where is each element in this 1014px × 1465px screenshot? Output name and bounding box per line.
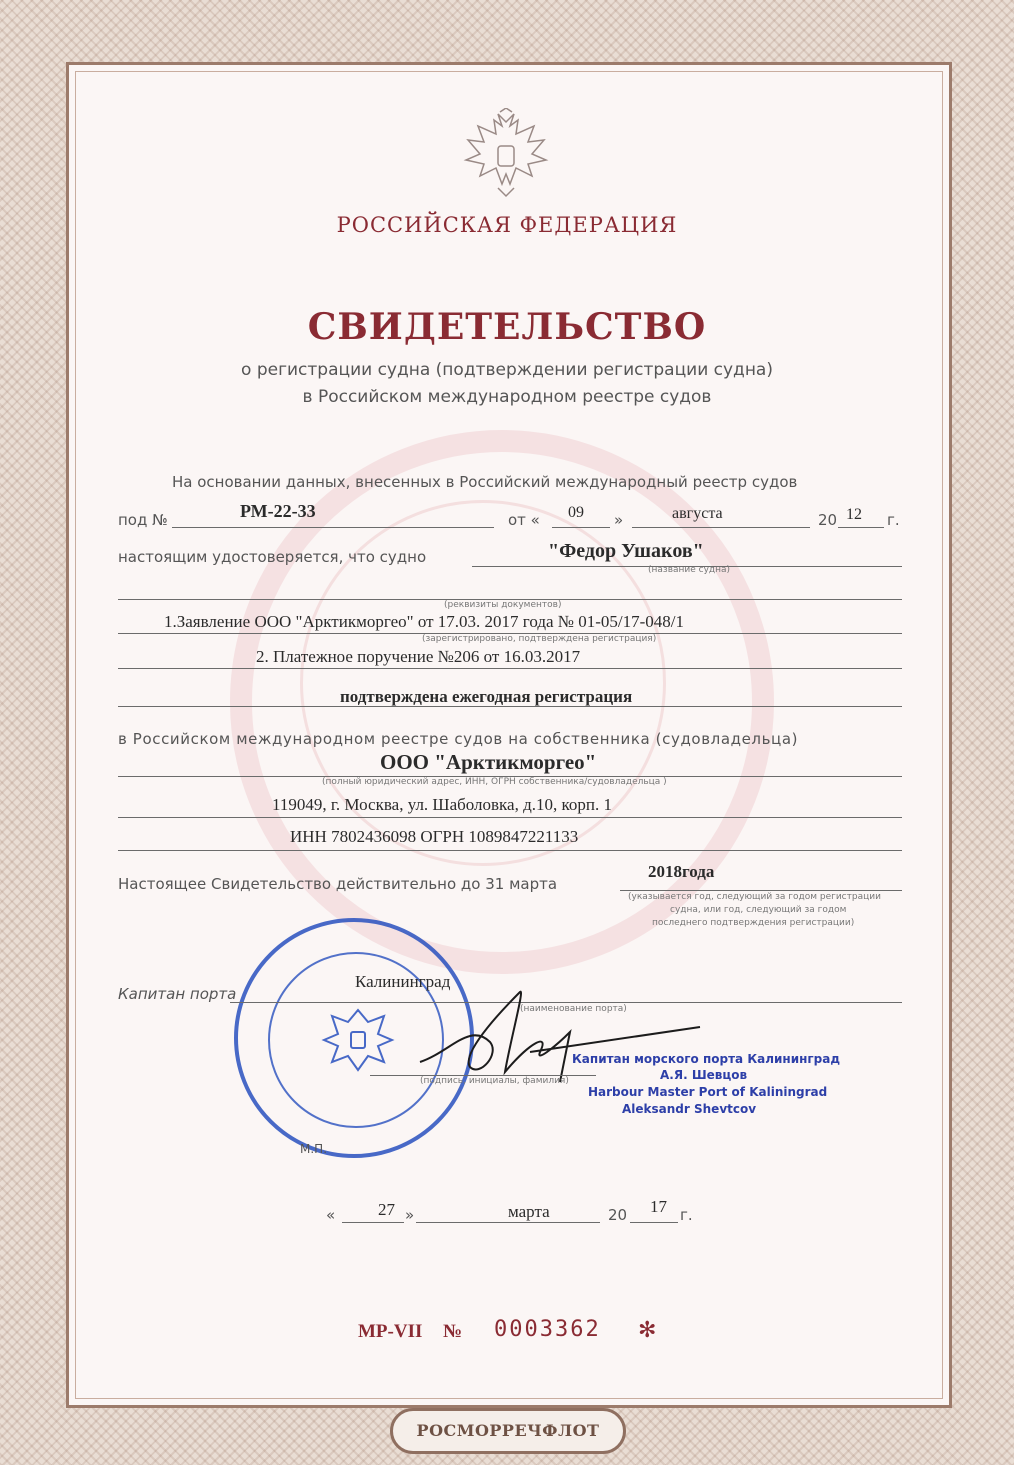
port-name: Калининград <box>355 972 451 991</box>
owner-ids: ИНН 7802436098 ОГРН 1089847221133 <box>290 827 579 846</box>
documents-caption-2: (зарегистрировано, подтверждена регистрация) <box>422 634 657 644</box>
port-caption: (наименование порта) <box>520 1004 627 1014</box>
validity-year: 2018года <box>648 862 715 881</box>
document-line-2: 2. Платежное поручение №206 от 16.03.2017 <box>256 647 581 666</box>
registry-number: РМ-22-33 <box>240 501 316 521</box>
footer-badge <box>390 1408 626 1454</box>
issue-year-prefix: 20 <box>608 1206 628 1224</box>
registry-year-end: г. <box>887 511 900 529</box>
validity-caption-2: судна, или год, следующий за годом <box>670 905 847 915</box>
certify-text: настоящим удостоверяется, что судно <box>118 548 427 566</box>
issue-month: марта <box>508 1202 550 1221</box>
registry-day: 09 <box>568 504 584 521</box>
coat-of-arms-icon <box>458 108 554 200</box>
registry-month: августа <box>672 505 723 522</box>
captain-label: Капитан порта <box>118 985 237 1003</box>
issue-day: 27 <box>378 1200 395 1219</box>
document-line-1: 1.Заявление ООО "Арктикморгео" от 17.03. 2017 года № 01-05/17-048/1 <box>164 612 685 631</box>
issue-year-end: г. <box>680 1206 693 1224</box>
serial-mark: ✻ <box>638 1317 657 1342</box>
issue-year-suffix: 17 <box>650 1197 667 1216</box>
mp-label: М.П. <box>300 1142 328 1156</box>
documents-caption: (реквизиты документов) <box>444 600 562 610</box>
registry-basis-text: На основании данных, внесенных в Российский международный реестр судов <box>172 473 798 491</box>
registry-close-quote: » <box>614 511 624 529</box>
issue-open-quote: « <box>326 1206 336 1224</box>
serial-number: 0003362 <box>494 1317 601 1342</box>
vessel-name-caption: (название судна) <box>648 565 731 575</box>
country-heading: РОССИЙСКАЯ ФЕДЕРАЦИЯ <box>336 213 678 237</box>
footer-badge-label: РОСМОРРЕЧФЛОТ <box>416 1421 600 1440</box>
serial-series: МР-VII <box>358 1321 423 1342</box>
certificate-title: СВИДЕТЕЛЬСТВО <box>307 306 707 348</box>
owner-address: 119049, г. Москва, ул. Шаболовка, д.10, корп. 1 <box>272 795 612 814</box>
registry-year-suffix: 12 <box>846 506 862 523</box>
owner-name: ООО "Арктикморгео" <box>380 750 597 774</box>
serial-no-label: № <box>443 1321 463 1342</box>
stamp-line-1: Капитан морского порта Калининград <box>572 1052 841 1066</box>
stamp-line-2: А.Я. Шевцов <box>660 1068 748 1082</box>
signature-caption: (подпись, инициалы, фамилия) <box>420 1076 569 1086</box>
owner-caption: (полный юридический адрес, ИНН, ОГРН собственника/судовладельца ) <box>322 777 667 787</box>
subtitle-line-1: о регистрации судна (подтверждении регистрации судна) <box>241 360 773 380</box>
owner-intro: в Российском международном реестре судов на собственника (судовладельца) <box>118 730 799 748</box>
stamp-eagle-icon <box>318 1000 398 1080</box>
validity-caption-1: (указывается год, следующий за годом регистрации <box>628 892 881 902</box>
subtitle-line-2: в Российском международном реестре судов <box>302 387 712 407</box>
stamp-line-4: Aleksandr Shevtcov <box>622 1102 757 1116</box>
registry-from-label: от « <box>508 511 540 529</box>
registration-status: подтверждена ежегодная регистрация <box>340 687 633 706</box>
validity-caption-3: последнего подтверждения регистрации) <box>652 918 855 928</box>
registry-year-prefix: 20 <box>818 511 838 529</box>
vessel-name: "Федор Ушаков" <box>548 540 704 562</box>
issue-close-quote: » <box>405 1206 415 1224</box>
stamp-line-3: Harbour Master Port of Kaliningrad <box>588 1085 828 1099</box>
validity-text: Настоящее Свидетельство действительно до 31 марта <box>118 875 558 893</box>
registry-no-label: под № <box>118 511 168 529</box>
